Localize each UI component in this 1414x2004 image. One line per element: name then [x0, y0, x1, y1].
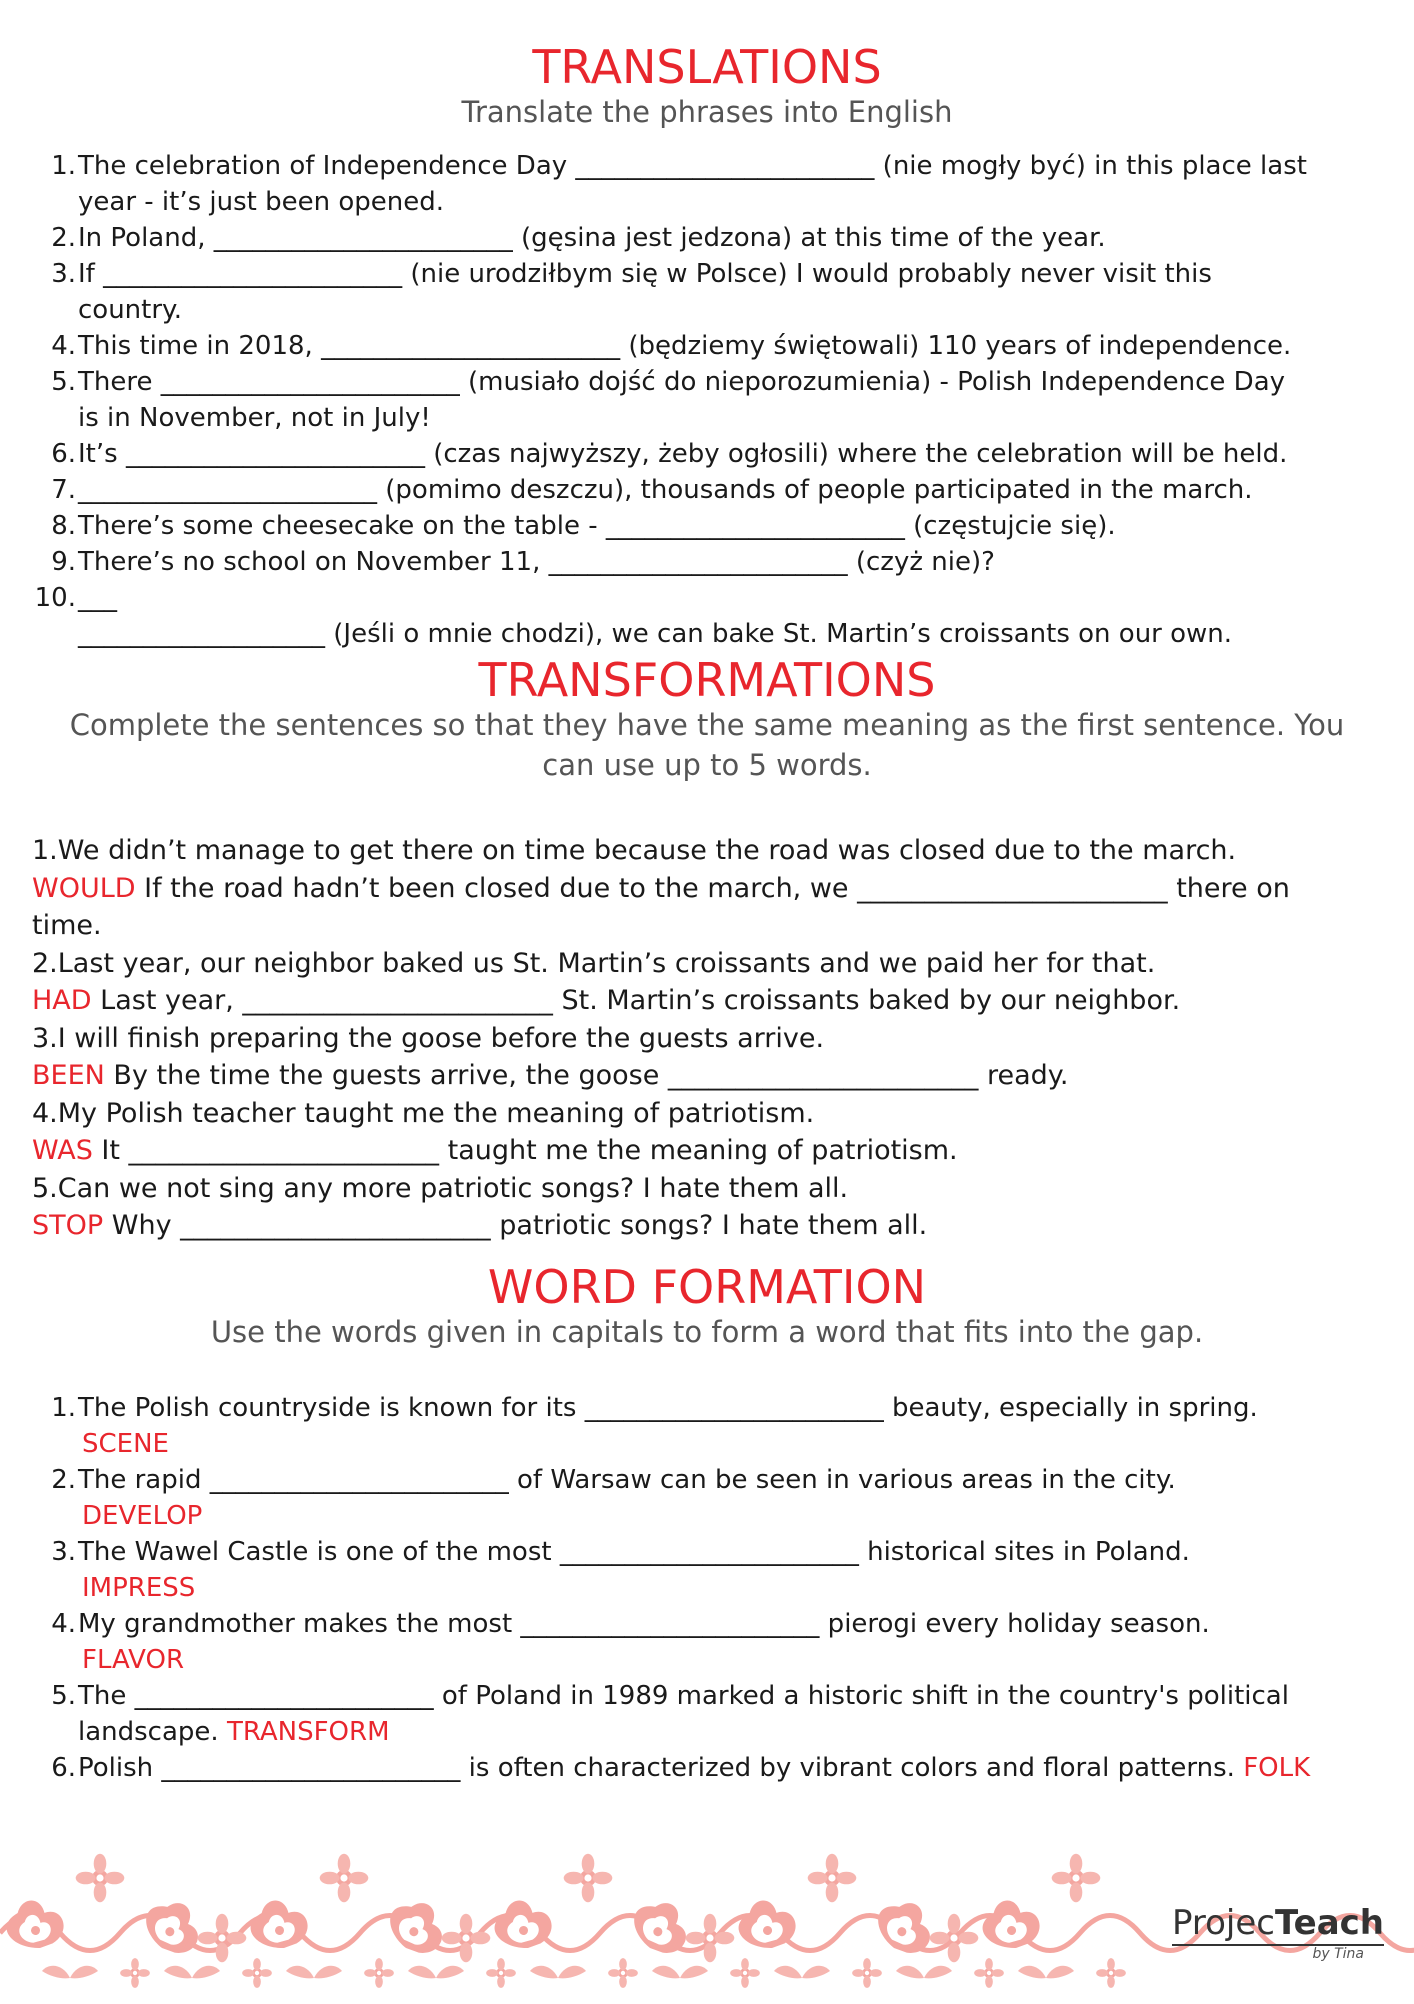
word-formation-sentence: The Wawel Castle is one of the most _______________________ historical sites in Poland. [78, 1537, 1190, 1567]
small-flower-icon [730, 1958, 760, 1988]
flower-bloom-icon [0, 1892, 69, 1957]
transformation-rewrite [32, 982, 1402, 1020]
word-formation-item-text [30, 1390, 1400, 1426]
translation-item [30, 508, 1400, 544]
small-flower-icon [120, 1958, 150, 1988]
transformation-original: 1.We didn’t manage to get there on time because the road was closed due to the march. [32, 835, 1237, 866]
translation-item [30, 148, 1400, 220]
translation-item-text: There’s some cheesecake on the table - _______________________ (częstujcie się). [78, 511, 1116, 541]
translation-item-number: 4. [51, 331, 76, 361]
translation-item-number: 7. [51, 475, 76, 505]
word-formation-item-text [30, 1678, 1400, 1714]
translation-item-text: This time in 2018, _______________________ (będziemy świętowali) 110 years of independence. [78, 331, 1292, 361]
translation-item [30, 580, 1400, 652]
small-flower-icon [242, 1958, 272, 1988]
transformation-original: 3.I will finish preparing the goose before the guests arrive. [32, 1022, 825, 1054]
transformation-rewrite-text: Why _______________________ patriotic songs? I hate them all. [103, 1210, 928, 1241]
translation-item-text: ___ [78, 583, 117, 613]
leaf-icon [896, 1966, 952, 1979]
transformation-keyword: WAS [32, 1135, 93, 1166]
translation-item-text: If _______________________ (nie urodziłbym się w Polsce) I would probably never visit this [78, 259, 1212, 289]
translation-item-number: 3. [51, 259, 76, 289]
flower-bloom-icon [488, 1892, 557, 1957]
transformation-keyword: STOP [32, 1210, 104, 1241]
transformation-rewrite [32, 1207, 1402, 1245]
word-formation-keyword: DEVELOP [82, 1501, 203, 1531]
translation-item [30, 472, 1400, 508]
small-flower-icon [486, 1958, 516, 1988]
flower-icon [1052, 1854, 1101, 1903]
small-flower-icon [1096, 1958, 1126, 1988]
transformation-rewrite [32, 1057, 1402, 1095]
word-formation-keyword: IMPRESS [82, 1573, 196, 1603]
translations-list [30, 148, 1400, 652]
translation-item-number: 6. [51, 439, 76, 469]
leaf-icon [774, 1966, 830, 1979]
translation-item-text: It’s _______________________ (czas najwyższy, żeby ogłosili) where the celebration will be held. [78, 439, 1288, 469]
word-formation-keyword: FLAVOR [82, 1645, 185, 1675]
translation-item-text: The celebration of Independence Day _______________________ (nie mogły być) in this place last [78, 151, 1307, 181]
word-formation-keyword: TRANSFORM [226, 1717, 390, 1747]
translation-item-number: 9. [51, 547, 76, 577]
word-formation-item-text [30, 1606, 1400, 1642]
transformation-keyword: HAD [32, 985, 92, 1016]
word-formation-item-number: 3. [51, 1537, 76, 1567]
word-formation-item-line2 [30, 1426, 1400, 1462]
word-formation-sentence: The rapid _______________________ of Warsaw can be seen in various areas in the city. [78, 1465, 1176, 1495]
leaf-icon [42, 1966, 98, 1979]
word-formation-keyword: SCENE [82, 1429, 169, 1459]
transformation-rewrite-text: It _______________________ taught me the meaning of patriotism. [92, 1135, 958, 1166]
word-formation-title: WORD FORMATION [487, 1260, 927, 1314]
transformation-rewrite [32, 870, 1402, 908]
leaf-icon [530, 1966, 586, 1979]
word-formation-item [30, 1390, 1400, 1462]
translation-item [30, 256, 1400, 328]
translation-item-number: 10. [34, 583, 76, 613]
flower-icon [808, 1854, 857, 1903]
word-formation-item-text [30, 1462, 1400, 1498]
word-formation-header [0, 1262, 1414, 1352]
word-formation-sentence: The _______________________ of Poland in 1989 marked a historic shift in the country's political [78, 1681, 1289, 1711]
leaf-icon [652, 1966, 708, 1979]
translation-item-text: _______________________ (pomimo deszczu), thousands of people participated in the march. [78, 475, 1253, 505]
flower-icon [564, 1854, 613, 1903]
transformations-subtitle-line2: can use up to 5 words. [542, 748, 872, 782]
word-formation-sentence: My grandmother makes the most _______________________ pierogi every holiday season. [78, 1609, 1210, 1639]
word-formation-item-line2 [30, 1714, 1400, 1750]
transformations-header [0, 655, 1414, 785]
translation-item-number: 1. [51, 151, 76, 181]
word-formation-sentence-continued: landscape. [78, 1717, 227, 1747]
brand-name-bold: Teach [1274, 1903, 1384, 1943]
word-formation-item [30, 1606, 1400, 1678]
translation-item [30, 328, 1400, 364]
translation-item-text: In Poland, _______________________ (gęsina jest jedzona) at this time of the year. [78, 223, 1106, 253]
translations-subtitle: Translate the phrases into English [461, 95, 953, 129]
transformations-title: TRANSFORMATIONS [478, 653, 936, 707]
brand-name [1172, 1904, 1384, 1942]
transformation-rewrite-text: If the road hadn’t been closed due to the march, we _______________________ there on [135, 872, 1290, 904]
flower-icon [442, 1914, 491, 1963]
brand-by: by Tina [1312, 1946, 1364, 1962]
transformation-rewrite-continued: time. [32, 910, 102, 941]
small-flower-icon [974, 1958, 1004, 1988]
translation-item-text: year - it’s just been opened. [78, 187, 445, 217]
leaf-icon [164, 1966, 220, 1979]
translation-item [30, 544, 1400, 580]
brand-name-light: Projec [1171, 1903, 1275, 1943]
word-formation-item-text [30, 1534, 1400, 1570]
leaf-icon [286, 1966, 342, 1979]
translations-title: TRANSLATIONS [532, 40, 882, 94]
word-formation-item [30, 1462, 1400, 1534]
transformations-list [32, 832, 1402, 1245]
translation-item-text: ___________________ (Jeśli o mnie chodzi), we can bake St. Martin’s croissants on our own. [78, 619, 1233, 649]
translation-item [30, 364, 1400, 436]
word-formation-item-number: 1. [51, 1393, 76, 1423]
word-formation-sentence: The Polish countryside is known for its _______________________ beauty, especially in spring. [78, 1393, 1258, 1423]
flower-bloom-icon [244, 1892, 313, 1957]
word-formation-subtitle: Use the words given in capitals to form a word that fits into the gap. [210, 1315, 1204, 1349]
flower-icon [76, 1854, 125, 1903]
flower-bloom-icon [732, 1892, 801, 1957]
word-formation-item-line2 [30, 1642, 1400, 1678]
transformation-original: 5.Can we not sing any more patriotic songs? I hate them all. [32, 1172, 849, 1204]
small-flower-icon [364, 1958, 394, 1988]
transformation-keyword: WOULD [32, 872, 136, 904]
word-formation-item [30, 1534, 1400, 1606]
translation-item-number: 8. [51, 511, 76, 541]
word-formation-list [30, 1390, 1400, 1786]
translation-item-text: There’s no school on November 11, _______________________ (czyż nie)? [78, 547, 995, 577]
transformation-original: 2.Last year, our neighbor baked us St. Martin’s croissants and we paid her for that. [32, 947, 1156, 979]
word-formation-keyword: FOLK [1243, 1753, 1311, 1783]
word-formation-item [30, 1750, 1400, 1786]
word-formation-item-number: 4. [51, 1609, 76, 1639]
transformation-rewrite-text: Last year, _______________________ St. Martin’s croissants baked by our neighbor. [91, 985, 1181, 1016]
translation-item [30, 436, 1400, 472]
transformations-subtitle-line1: Complete the sentences so that they have the same meaning as the first sentence. You [69, 708, 1345, 742]
leaf-icon [1018, 1966, 1074, 1979]
flower-icon [686, 1914, 735, 1963]
flower-icon [320, 1854, 369, 1903]
word-formation-item-number: 5. [51, 1681, 76, 1711]
translation-item-number: 5. [51, 367, 76, 397]
transformation-original: 4.My Polish teacher taught me the meaning of patriotism. [32, 1097, 815, 1129]
translation-item [30, 220, 1400, 256]
word-formation-item-text [30, 1750, 1400, 1786]
word-formation-item-line2 [30, 1570, 1400, 1606]
brand-logo [1172, 1904, 1384, 1962]
word-formation-item [30, 1678, 1400, 1750]
translations-header [0, 42, 1414, 132]
word-formation-item-line2 [30, 1498, 1400, 1534]
small-flower-icon [852, 1958, 882, 1988]
translation-item-text: There _______________________ (musiało dojść do nieporozumienia) - Polish Independence Day [78, 367, 1286, 397]
translation-item-text: country. [78, 295, 182, 325]
transformation-rewrite [32, 1132, 1402, 1170]
small-flower-icon [608, 1958, 638, 1988]
word-formation-item-number: 6. [51, 1753, 76, 1783]
translation-item-text: is in November, not in July! [78, 403, 431, 433]
transformation-keyword: BEEN [32, 1060, 105, 1091]
translation-item-number: 2. [51, 223, 76, 253]
word-formation-item-number: 2. [51, 1465, 76, 1495]
leaf-icon [408, 1966, 464, 1979]
flower-icon [198, 1914, 247, 1963]
word-formation-sentence: Polish _______________________ is often characterized by vibrant colors and floral patterns. [78, 1753, 1244, 1783]
transformation-rewrite-text: By the time the guests arrive, the goose _______________________ ready. [104, 1060, 1069, 1091]
